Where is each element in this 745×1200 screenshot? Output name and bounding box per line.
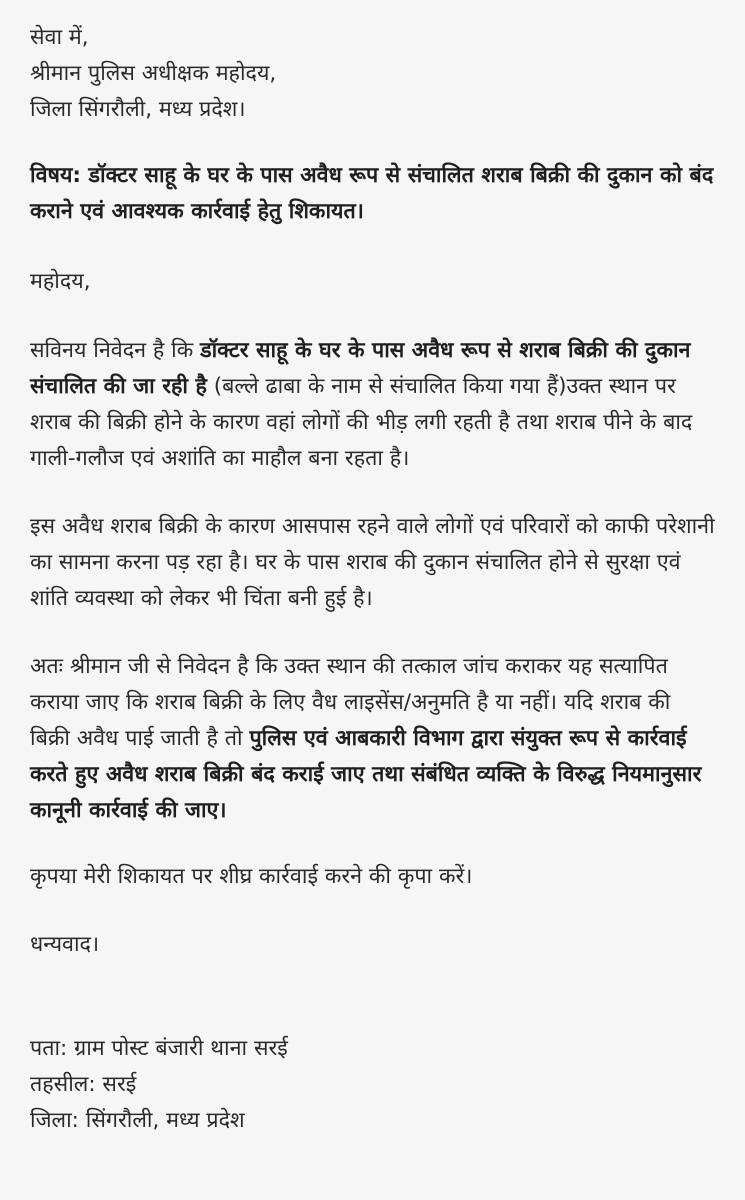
recipient-line-district: जिला सिंगरौली, मध्य प्रदेश।	[30, 97, 246, 122]
address-tehsil: तहसील: सरई	[30, 1072, 137, 1097]
recipient-line-sp: श्रीमान पुलिस अधीक्षक महोदय,	[30, 61, 277, 86]
address-district: जिला: सिंगरौली, मध्य प्रदेश	[30, 1108, 245, 1133]
request-line: कृपया मेरी शिकायत पर शीघ्र कार्रवाई करने की कृपा करें।	[30, 864, 473, 889]
subject-line: विषय: डॉक्टर साहू के घर के पास अवैध रूप से संचालित शराब बिक्री की दुकान को बंद कराने एवं आवश्यक कार्रवाई हेतु शिकायत।	[30, 163, 714, 224]
sender-address	[30, 1031, 717, 1139]
paragraph-impact: इस अवैध शराब बिक्री के कारण आसपास रहने वाले लोगों एवं परिवारों को काफी परेशानी का सामना करना पड़ रहा है। घर के पास शराब की दुकान संचालित होने से सुरक्षा एवं शांति व्यवस्था को लेकर भी चिंता बनी हुई है।	[30, 514, 715, 611]
thanks-line: धन्यवाद।	[30, 932, 100, 957]
paragraph-complaint-bold: डॉक्टर साहू के घर के पास अवैध रूप से शराब बिक्री की दुकान संचालित की जा रही है	[30, 338, 691, 399]
recipient-block	[30, 20, 717, 128]
paragraph-request	[30, 649, 717, 829]
recipient-line-seva: सेवा में,	[30, 25, 89, 50]
paragraph-complaint-prefix: सविनय निवेदन है कि	[30, 338, 201, 363]
paragraph-request-bold: पुलिस एवं आबकारी विभाग द्वारा संयुक्त रूप से कार्रवाई करते हुए अवैध शराब बिक्री बंद कराई जाए तथा संबंधित व्यक्ति के विरुद्ध नियमानुसार कानूनी कार्रवाई की जाए।	[30, 726, 702, 823]
paragraph-complaint-rest: (बल्ले ढाबा के नाम से संचालित किया गया हैं)उक्त स्थान पर शराब की बिक्री होने के कारण वहां लोगों की भीड़ लगी रहती है तथा शराब पीने के बाद गाली-गलौज एवं अशांति का माहौल बना रहता है।	[30, 374, 693, 471]
paragraph-request-prefix: अतः श्रीमान जी से निवेदन है कि उक्त स्थान की तत्काल जांच कराकर यह सत्यापित कराया जाए कि शराब बिक्री के लिए वैध लाइसेंस/अनुमति है या नहीं। यदि शराब की बिक्री अवैध पाई जाती है तो	[30, 654, 671, 751]
salutation: महोदय,	[30, 269, 91, 294]
address-village: पता: ग्राम पोस्ट बंजारी थाना सरई	[30, 1036, 288, 1061]
paragraph-complaint	[30, 333, 717, 477]
